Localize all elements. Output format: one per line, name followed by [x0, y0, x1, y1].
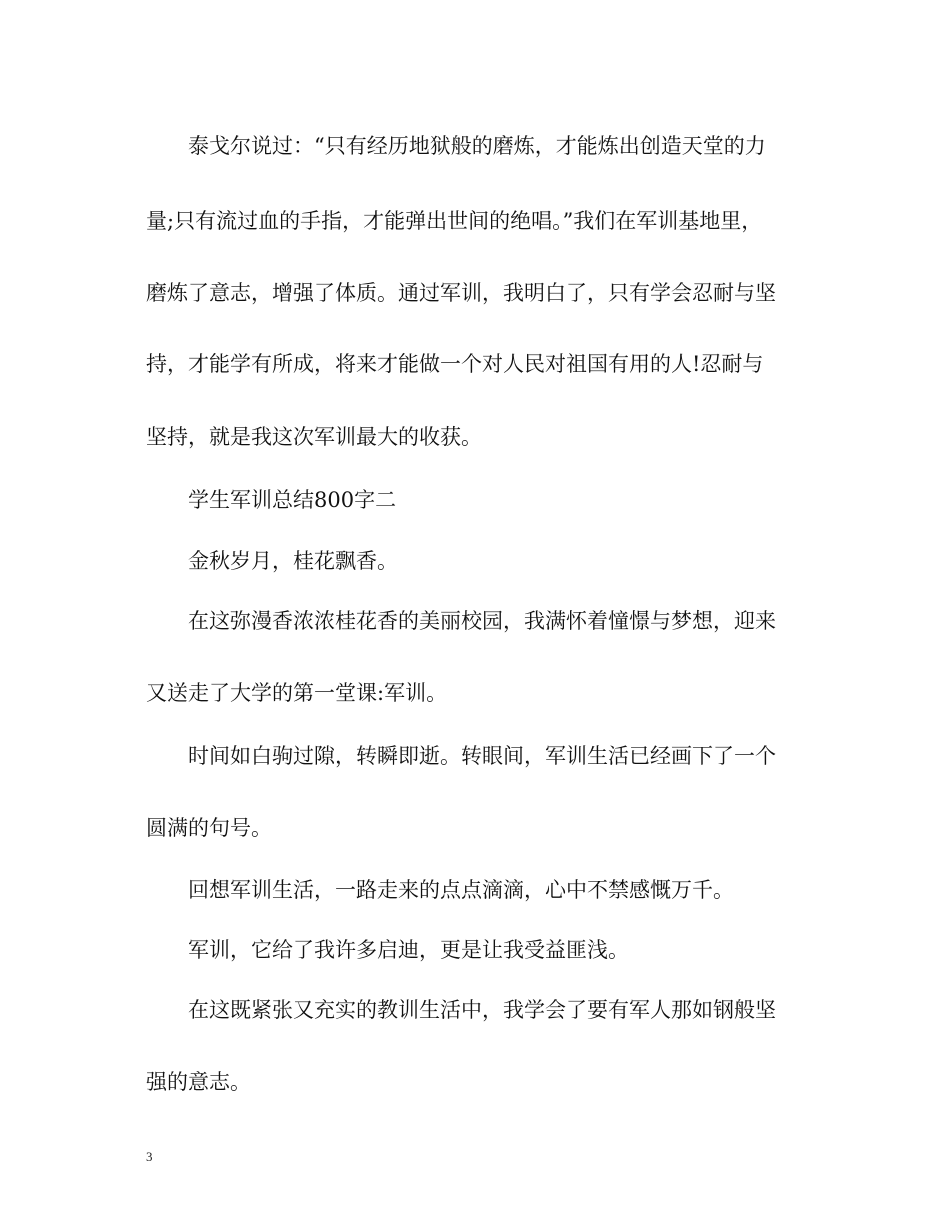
text-line: 磨炼了意志，增强了体质。通过军训，我明白了，只有学会忍耐与坚: [146, 281, 776, 305]
text-line: 时间如白驹过隙，转瞬即逝。转眼间，军训生活已经画下了一个: [188, 744, 776, 768]
text-line: 金秋岁月，桂花飘香。: [188, 549, 398, 573]
text-line: 持，才能学有所成，将来才能做一个对人民对祖国有用的人!忍耐与: [146, 352, 764, 376]
text-line: 强的意志。: [146, 1070, 251, 1094]
text-line: 军训，它给了我许多启迪，更是让我受益匪浅。: [188, 938, 629, 962]
text-line: 回想军训生活，一路走来的点点滴滴，心中不禁感慨万千。: [188, 878, 734, 902]
page-number: 3: [146, 1149, 153, 1164]
text-line: 量;只有流过血的手指，才能弹出世间的绝唱。”我们在军训基地里，: [146, 209, 763, 233]
text-line: 又送走了大学的第一堂课:军训。: [146, 681, 448, 705]
text-line: 坚持，就是我这次军训最大的收获。: [146, 425, 482, 449]
section-heading: 学生军训总结800字二: [188, 488, 397, 512]
text-line: 在这既紧张又充实的教训生活中，我学会了要有军人那如钢般坚: [188, 998, 776, 1022]
text-line: 泰戈尔说过：“只有经历地狱般的磨炼，才能炼出创造天堂的力: [188, 134, 766, 158]
text-line: 在这弥漫香浓浓桂花香的美丽校园，我满怀着憧憬与梦想，迎来: [188, 609, 776, 633]
text-line: 圆满的句号。: [146, 816, 272, 840]
